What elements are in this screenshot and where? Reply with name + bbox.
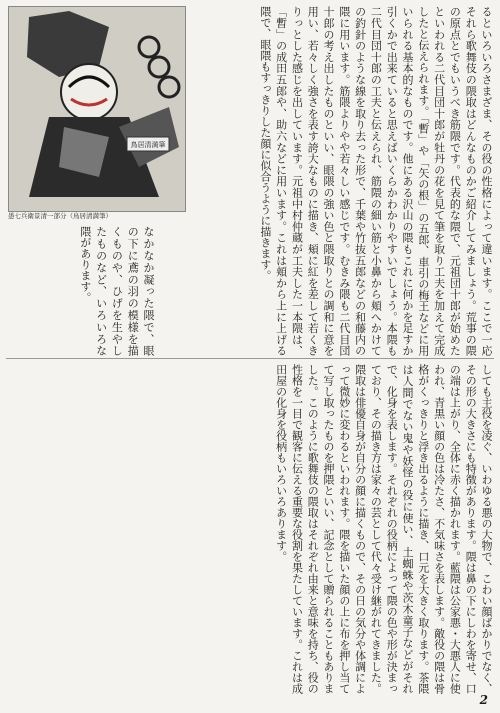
figure-caption: 愚七兵衛景清一部分（鳥居清満筆） xyxy=(8,212,112,220)
upper-body-text: るといろいろさまざま、その役の性格によって違います。ここで一応それら歌舞伎の隈取はどんなものかご紹介してみましょう。荒事の隈の原点とでもいうべき筋隈です。代表的な隈で、元祖団十郎が始めたといわれる二代目団十郎が牡丹の花を見て筆を取り工夫を加えて完成したと伝えられます。「暫」や「矢の根」の五郎、車引の梅王などに用いられる基本的なものです。他にある沢山の隈もこれに何かを足すか引くかで出来ていると思えばいくらかわかりやすいでしょう。本隈も二代目団十郎の工夫と伝えられ、筋隈の細い筋と小鼻から頬へかけての釣針のような線を取り去った形で、千葉や竹抜五郎などの和藤内の隈に用います。筋隈よりやや若々しい感じです。むきみ隈も二代目団十郎の考え出したものといい、眼隈の強い色と隈取りとの調和に意を用い、若々しく強さを表す誇大なものに描き、頬に紅を差して若くきりっとした感じを出しています。元祖中村仲蔵が工夫した一本隈は、「暫」の成田五郎や、助六などに用います。これは頬から上に上げる隈で、眼隈もすっきりした顔に似合うように描きます。 xyxy=(258,6,493,356)
section-divider xyxy=(6,358,494,359)
upper-side-text: なかなか凝った隈で、眼の下に鳶の羽の模様を描くものや、ひげを生やしたものなど、いろいろな隈があります。 xyxy=(78,226,155,356)
figure-stamp-text: 鳥居清満筆 xyxy=(130,141,166,149)
lower-section xyxy=(0,364,500,694)
upper-section xyxy=(0,6,500,356)
woodblock-print-image xyxy=(9,7,185,211)
illustration xyxy=(8,6,186,212)
page-number: 2 xyxy=(479,693,488,707)
lower-body-text: しても主役を凌ぐ、いわゆる悪の大物で、こわい顔ばかりでなく、その形の大きさにも特徴があります。隈は鼻の下にしわを寄せ、口の端は上がり、全体に赤く描かれます。藍隈は公家悪・大悪人に使われ、青黒い顔の色は冷たさ、不気味さを表します。敵役の隈は骨格がくっきりと浮き出るように描き、口元を大きく取ります。茶隈は人間でない鬼や妖怪の役に使い、土蜘蛛や茨木童子などがそれで、化身を表します。それぞれの役柄によって隈の色や形が決まっており、その描き方は家々の芸として代々受け継がれてきました。隈取は俳優自身が自分の顔に描くもので、その日の気分や体調によって微妙に変わるといわれます。隈を描いた顔の上に布を押し当てて写し取ったものを押隈といい、記念として贈られることもありました。このように歌舞伎の隈取はそれぞれ由来と意味を持ち、役の性格を一目で観客に伝える重要な役割を果たしています。これは成田屋の化身を役柄もいろいろあります。 xyxy=(274,364,493,694)
